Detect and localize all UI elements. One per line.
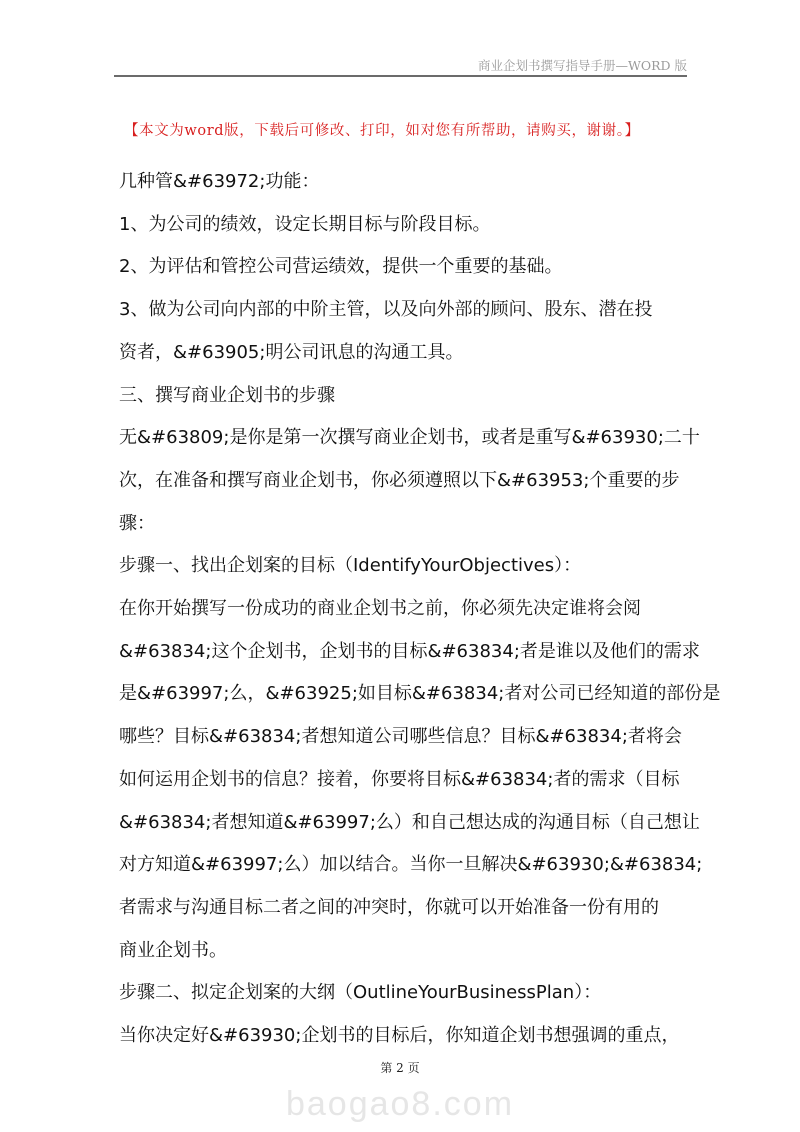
- document-body: [119, 161, 721, 1058]
- running-header: 商业企划书撰写指导手册—WORD 版: [477, 58, 687, 73]
- text-line: &#63834;这个企划书，企划书的目标&#63834;者是谁以及他们的需求: [119, 640, 700, 662]
- text-line: 当你决定好&#63930;企划书的目标后，你知道企划书想强调的重点，: [119, 1025, 680, 1047]
- header-divider: [114, 75, 687, 77]
- text-line: 步骤一、找出企划案的目标（IdentifyYourObjectives）：: [119, 555, 582, 577]
- text-line: 骤：: [119, 512, 155, 534]
- text-line: 是&#63997;么，&#63925;如目标&#63834;者对公司已经知道的部份是: [119, 683, 721, 705]
- text-line: 者需求与沟通目标二者之间的冲突时，你就可以开始准备一份有用的: [119, 896, 659, 918]
- text-line: 次，在准备和撰写商业企划书，你必须遵照以下&#63953;个重要的步: [119, 469, 680, 491]
- text-line: 对方知道&#63997;么）加以结合。当你一旦解决&#63930;&#63834;: [119, 854, 703, 876]
- text-line: 几种管&#63972;功能：: [119, 171, 320, 192]
- text-line: 2、为评估和管控公司营运绩效，提供一个重要的基础。: [119, 256, 563, 278]
- text-line: 在你开始撰写一份成功的商业企划书之前，你必须先决定谁将会阅: [119, 598, 641, 620]
- text-line: 1、为公司的绩效，设定长期目标与阶段目标。: [119, 213, 491, 235]
- text-line: 哪些？目标&#63834;者想知道公司哪些信息？目标&#63834;者将会: [119, 726, 682, 748]
- download-notice: 【本文为word版，下载后可修改、打印，如对您有所帮助，请购买，谢谢。】: [124, 123, 640, 139]
- text-line: &#63834;者想知道&#63997;么）和自己想达成的沟通目标（自己想让: [119, 811, 700, 833]
- watermark: baogao8.com: [285, 1085, 515, 1123]
- page-number: 第 2 页: [380, 1061, 420, 1075]
- text-line: 无&#63809;是你是第一次撰写商业企划书，或者是重写&#63930;二十: [119, 427, 700, 449]
- text-line: 资者，&#63905;明公司讯息的沟通工具。: [119, 341, 464, 363]
- text-line: 三、撰写商业企划书的步骤: [119, 384, 335, 406]
- text-line: 步骤二、拟定企划案的大纲（OutlineYourBusinessPlan）：: [119, 982, 602, 1004]
- text-line: 商业企划书。: [119, 939, 227, 961]
- text-line: 3、做为公司向内部的中阶主管，以及向外部的顾问、股东、潜在投: [119, 299, 653, 321]
- text-line: 如何运用企划书的信息？接着，你要将目标&#63834;者的需求（目标: [119, 768, 680, 790]
